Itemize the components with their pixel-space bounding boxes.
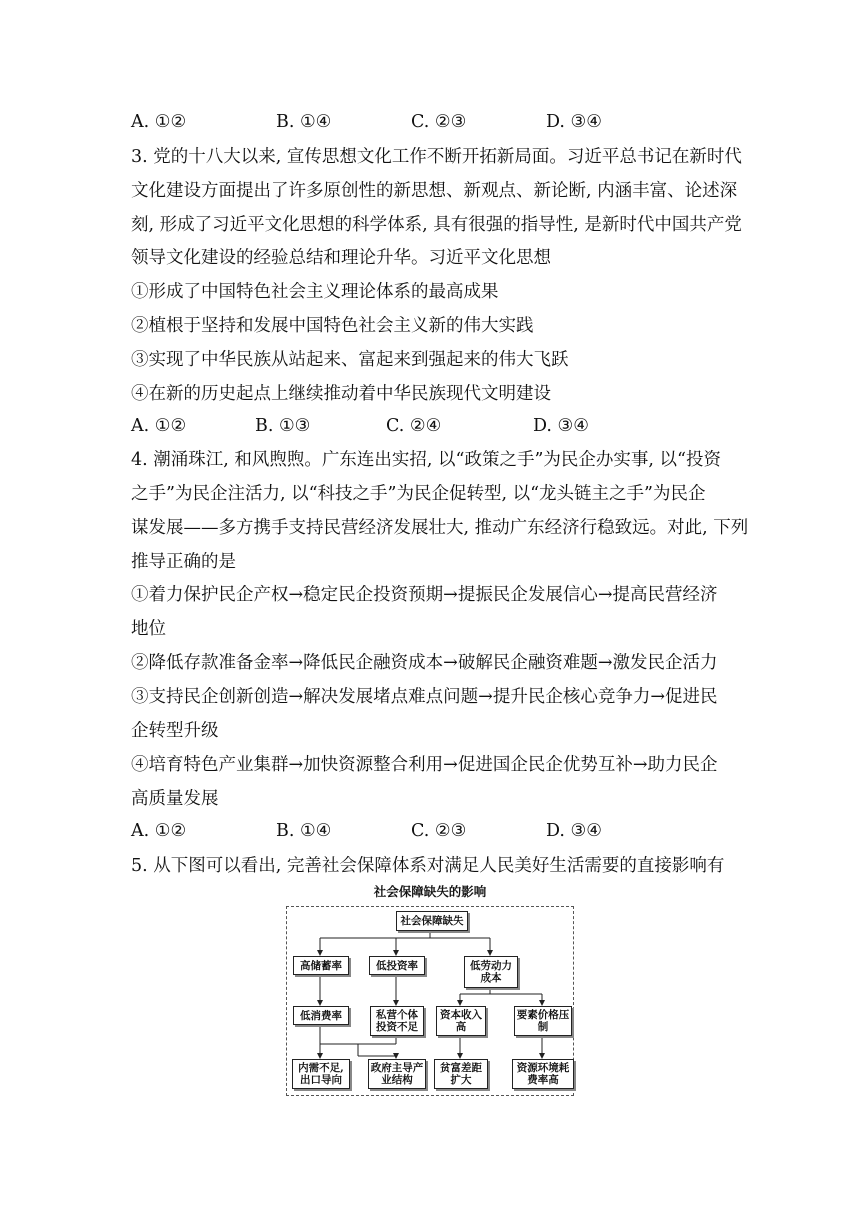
box-private-investment: 私营个体投资不足 [370,1006,424,1036]
box-resource-cost: 资源环境耗费率高 [512,1059,574,1089]
q3-item-2: ②植根于坚持和发展中国特色社会主义新的伟大实践 [131,316,534,336]
diagram-title: 社会保障缺失的影响 [373,884,487,899]
q4-item-3-line-1: ③支持民企创新创造→解决发展堵点难点问题→提升民企核心竞争力→促进民 [131,687,718,707]
box-high-savings: 高储蓄率 [293,956,349,975]
q3-item-1: ①形成了中国特色社会主义理论体系的最高成果 [131,282,499,302]
box-weak-demand: 内需不足,出口导向 [292,1059,350,1089]
box-low-investment: 低投资率 [369,956,425,975]
box-wealth-gap: 贫富差距扩大 [434,1059,488,1089]
q4-item-2: ②降低存款准备金率→降低民企融资成本→破解民企融资难题→激发民企活力 [131,653,718,673]
q2-option-d: D. ③④ [546,112,602,132]
q5-stem: 5. 从下图可以看出, 完善社会保障体系对满足人民美好生活需要的直接影响有 [131,856,725,876]
q4-option-c: C. ②③ [411,821,467,841]
q4-item-3-line-2: 企转型升级 [131,721,219,741]
box-root: 社会保障缺失 [396,911,468,931]
q2-option-a: A. ①② [131,112,187,132]
q4-stem-line-1: 4. 潮涌珠江, 和风煦煦。广东连出实招, 以“政策之手”为民企办实事, 以“投资 [131,450,721,470]
box-capital-income: 资本收入高 [436,1006,486,1036]
q2-options [131,109,731,135]
q2-option-b: B. ①④ [276,112,332,132]
q4-stem-line-4: 推导正确的是 [131,552,236,572]
q4-option-b: B. ①④ [276,821,332,841]
q3-stem-line-4: 领导文化建设的经验总结和理论升华。习近平文化思想 [131,248,551,268]
box-low-consumption: 低消费率 [293,1006,349,1025]
q3-options [131,413,731,439]
box-low-labor-cost: 低劳动力成本 [464,956,518,988]
q4-item-1-line-2: 地位 [131,619,166,639]
q3-option-a: A. ①② [131,416,187,436]
box-gov-industry: 政府主导产业结构 [368,1059,426,1089]
q4-option-a: A. ①② [131,821,187,841]
q3-option-d: D. ③④ [533,416,589,436]
q2-option-c: C. ②③ [411,112,467,132]
q4-stem-line-3: 谋发展——多方携手支持民营经济发展壮大, 推动广东经济行稳致远。对此, 下列 [131,518,749,538]
q4-item-1-line-1: ①着力保护民企产权→稳定民企投资预期→提振民企发展信心→提高民营经济 [131,585,718,605]
q3-option-c: C. ②④ [386,416,442,436]
q4-item-4-line-1: ④培育特色产业集群→加快资源整合利用→促进国企民企优势互补→助力民企 [131,755,718,775]
q4-options [131,818,731,844]
social-security-diagram [284,884,576,1098]
box-factor-price: 要素价格压制 [514,1006,572,1036]
q3-stem-line-2: 文化建设方面提出了许多原创性的新思想、新观点、新论断, 内涵丰富、论述深 [131,181,738,201]
q3-option-b: B. ①③ [255,416,311,436]
q4-item-4-line-2: 高质量发展 [131,789,219,809]
q4-stem-line-2: 之手”为民企注活力, 以“科技之手”为民企促转型, 以“龙头链主之手”为民企 [131,484,706,504]
q4-option-d: D. ③④ [546,821,602,841]
q3-item-3: ③实现了中华民族从站起来、富起来到强起来的伟大飞跃 [131,350,569,370]
q3-item-4: ④在新的历史起点上继续推动着中华民族现代文明建设 [131,384,551,404]
q3-stem-line-3: 刻, 形成了习近平文化思想的科学体系, 具有很强的指导性, 是新时代中国共产党 [131,215,742,235]
q3-stem-line-1: 3. 党的十八大以来, 宣传思想文化工作不断开拓新局面。习近平总书记在新时代 [131,147,742,167]
